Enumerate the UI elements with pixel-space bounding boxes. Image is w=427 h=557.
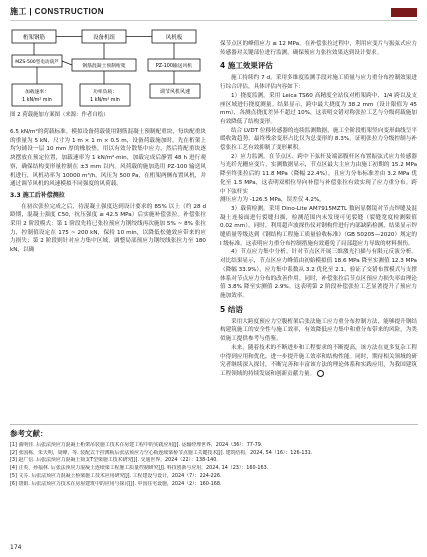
paragraph-text: 未来，随着技术的不断进步和工程要求的不断提高，该方法在更多复杂工程中得到应用和优化，进一步提升施工效率和结构性能。同时，期待相关领域的研究者继续深入探讨，不断完善和丰富该方法的理论体系和实践应用，为我国建筑工程领域的持续发展和创新贡献力量。 (220, 344, 417, 377)
reference-item: [6] 唐娟. 后张法预应力技术在房屋建筑中的应用与探讨[J]. 中国住宅设施，2024（2）：160-168. (10, 480, 222, 487)
diagram-box-rebar: 桁架钢筋 (22, 35, 46, 41)
paragraph: 保节点区的峰值应力 ≤ 12 MPa。在补偿张拉过程中，利用应变片与振弦式应力传感器对关键部位进行监测，确保预应力张拉效果达到设计要求。 (220, 41, 417, 56)
divider (10, 424, 418, 425)
references-title: 参考文献： (10, 429, 48, 438)
diagram-box-duct: 风机板 (165, 35, 183, 41)
diagram-box-equipment: 设备机组 (92, 35, 116, 41)
header-accent-bar (391, 8, 417, 17)
diagram-flow-value: 1 kN/m² min (22, 98, 52, 103)
reference-item: [5] 文芬. 后张法预应力混凝土桥梁施工技术应用研究[J]. 工程建设与设计，2024（7）：224-226. (10, 472, 222, 479)
paragraph: 采用大跨度预应力空腹桁架后张法施工应力重分布控制方法，能够提升钢结构建筑施工的安全性与施工效率，有效降低应力集中和重分布带来的风险，为类似施工提供参考与借鉴。 (220, 318, 417, 343)
paragraph: 4）节点应力集中分析。针对节点区开展三维激光扫描与有限元反演分析。对比结果显示，节点区应力峰值由初始模拟值 18.6 MPa 降至实测值 12.3 MPa（降幅 33.9%），应力集中系数从 3.2 优化至 2.1，验证了交错布置模式与支撑体系对节点应力分布的改善作用。同时，补偿张拉后节点区预应力损失率由理论值 3.8% 降至实测值 2.9%。这表明第 2 阶段补偿张拉工艺显著提升了预应力施加效率。 (220, 249, 417, 299)
left-column (10, 128, 206, 255)
paragraph: 测压应力为 -126.5 MPa，误差仅 4.2%。 (220, 197, 325, 204)
page-header (10, 6, 417, 21)
diagram-box-pz: PZ-100输送风机 (155, 64, 193, 69)
section-heading: 3.3 施工后补偿测拉 (10, 191, 65, 199)
diagram-power-value: 1 kN/m² min (90, 98, 120, 103)
diagram-power-label: 功率负载： (93, 90, 117, 95)
paragraph: 3）载荷检测。采用 Dino-Lite AM7915MZTL 数码显微镜对节点焊缝及混凝土连接面进行裂缝扫描，检测范围内未发现可见裂缝（裂缝宽度检测限值 0.02 mm）。同时，利用超声波探伤仪对钢构件进行内部缺陷检测，结果显示焊缝质量等级达到《钢结构工程施工质量验收标准》（GB 50205—2020）规定的 I 级标准。这表明应力重分布控制措施有效避免了局部超应力导致的材料损伤。 (220, 205, 417, 247)
paragraph: 2）应力监测。在节点区、跨中下弦杆及端部腹杆区布置振弦式应力传感器与光纤光栅应变片，实测数据显示，节点区最大主应力由施工初期的 15.2 MPa 降至终张拉后的 11.8 MPa（降幅 22.4%），且应力分布标准差由 3.2 MPa 优化至 1.5 MPa，这表明双相位导向补偿与补偿张拉有效实现了应力重分布。跨中下弦杆实 (220, 153, 417, 195)
figure-caption: 图 2 荷载施加方案图（来源：作者自绘） (10, 112, 109, 118)
paragraph: 6.5 kN/m²的荷载标准。模拟设备荷载使用钢筋混凝土预制配重块，每块配重块的重量为 5 kN，尺寸为 1 m × 1 m × 0.5 m，设备荷载施加时，先在桁架上均匀铺设一层 10 mm 厚的橡胶垫，用以有效分散集中应力，然后将配重块逐块摆放在预定位置，加载速率为 1 kN/m²·min，加载完成后静置 48 h 进行观察，确保结构变形量控制在 ±3 mm 以内。风荷载的施加选用 PZ-100 输送风机进行，风机功率为 10000 m³/h，风压为 500 Pa，在桁架两侧布置风机，并通过调节风机的风速模拟不同强度的风荷载。 (10, 129, 206, 188)
load-scheme-diagram (10, 26, 210, 109)
diagram-box-regulate: 调节风机风速 (159, 89, 191, 95)
reference-item: [2] 张国栋，朱天明，周峰，等. 装配式干挂薄板后张法预应力空心板连续梁桥节点施工关键技术[J]. 建筑结构，2024, 54（16）：126-131. (10, 449, 313, 456)
right-column (220, 40, 417, 379)
paragraph (220, 344, 417, 379)
reference-item: [3] 赵广信. 后张法预应力混凝土简支T型梁施工技术研究[J]. 交通世界，2024（22）：138-140. (10, 457, 218, 464)
reference-item: [1] 曲明佳. 后张法预应力混凝土桁架吊装施工技术在房建工程中的实践应用[J]. 运输经理世界，2024（36）：77-79. (10, 442, 263, 448)
reference-item: [4] 汪英，孙福林. 后张法预应力混凝土连续梁工程施工质量控制研究[J]. 科技创新与应用，2024, 14（23）：160-163. (10, 465, 269, 472)
diagram-box-reinforce: 钢筋混凝土预制桁架 (82, 64, 126, 69)
section-heading: 5 结语 (220, 304, 243, 314)
references (10, 428, 418, 488)
diagram-flow-label: 加载速率： (25, 90, 49, 95)
page-number: 174 (10, 544, 22, 551)
section-heading: 4 施工效果评估 (220, 61, 273, 71)
diagram-box-mzs: MZS-500型电动葫芦 (15, 60, 59, 65)
journal-brand: 施工 | CONSTRUCTION (10, 7, 104, 16)
paragraph: 结合 LVDT 位移传感器的连续监测数据，施工全阶段桁架竖向变形曲线呈平缓收敛趋势，最终残余变形占比仅为总变形的 8.3%，证明张拉力分级控制与补偿张拉工艺有效抑制了变形累积。 (220, 127, 417, 152)
paragraph: 在初次张拉完成之后，待混凝土强度达到设计要求的 85% 以上（约 28 d 龄期，混凝土强度 C50，抗压强度 ≥ 42.5 MPa）后实施补偿张拉。补偿张拉采用 2 阶段模式：第 1 阶段先将已张拉预应力钢绞线再次施加 5% ~ 8% 张拉力，控制值设定在 175 ~ 200 kN，保持 10 min，以降低松弛效应带来的应力损失；第 2 阶段则针对应力集中区域，调整局部预应力钢绞线张拉力至 180 kN，以确 (10, 203, 206, 254)
paragraph: 1）挠度监测。采用 Leica TS60 高精度全站仪对桁架跨中、1/4 跨以及支座区域进行挠度测量。结果显示，跨中最大挠度为 38.2 mm（设计限值为 45 mm），各测点挠度差异不超过 10%，这表明交错对称张拉工艺与分级荷载施加有效降低了结构变形。 (220, 92, 417, 125)
end-mark-icon (317, 370, 324, 377)
paragraph: 施工持续约 7 d，采用多维度监测手段对施工质量与应力重分布控制效果进行综合评估，具体评估内容如下： (220, 75, 417, 91)
